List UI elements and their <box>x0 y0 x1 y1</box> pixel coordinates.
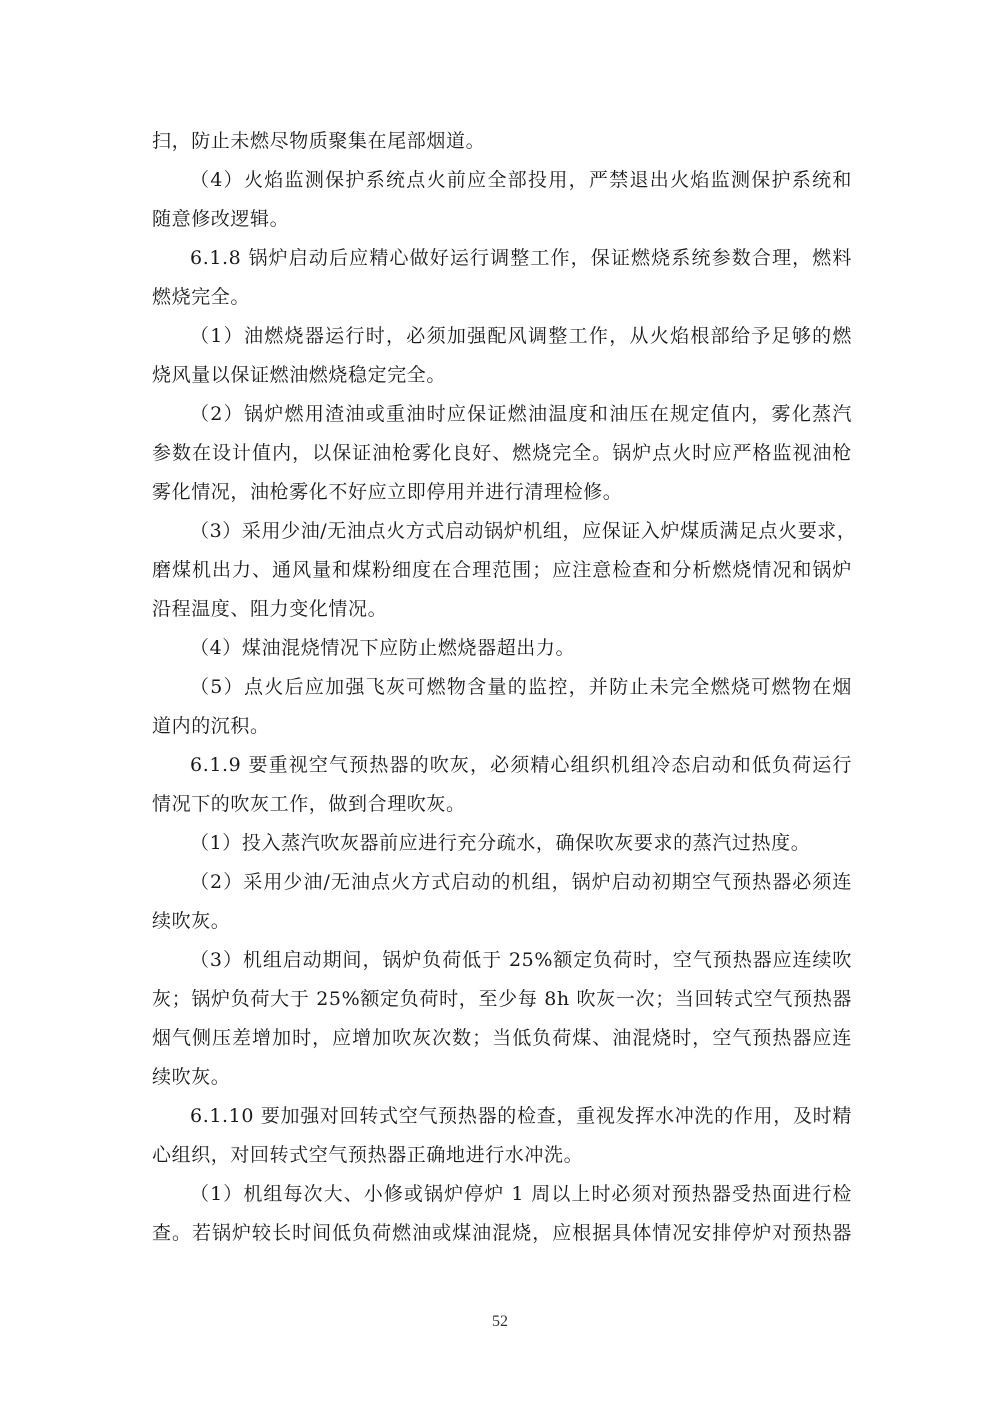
text-line: 情况下的吹灰工作，做到合理吹灰。 <box>152 793 466 815</box>
text-line: （1）油燃烧器运行时，必须加强配风调整工作，从火焰根部给予足够的燃 <box>190 325 852 347</box>
text-line: 6.1.9 要重视空气预热器的吹灰，必须精心组织机组冷态启动和低负荷运行 <box>190 754 852 776</box>
text-line: （3）采用少油/无油点火方式启动锅炉机组，应保证入炉煤质满足点火要求， <box>190 520 857 542</box>
page-number: 52 <box>492 1313 508 1330</box>
text-line: 道内的沉积。 <box>152 715 270 737</box>
text-line: 燃烧完全。 <box>152 286 251 308</box>
text-line: 沿程温度、阻力变化情况。 <box>152 598 388 620</box>
text-line: 续吹灰。 <box>152 1066 231 1088</box>
text-line: （1）投入蒸汽吹灰器前应进行充分疏水，确保吹灰要求的蒸汽过热度。 <box>190 832 811 854</box>
text-line: 烧风量以保证燃油燃烧稳定完全。 <box>152 364 447 386</box>
text-line: 灰；锅炉负荷大于 25%额定负荷时，至少每 8h 吹灰一次；当回转式空气预热器 <box>152 988 852 1010</box>
text-line: 雾化情况，油枪雾化不好应立即停用并进行清理检修。 <box>152 481 623 503</box>
text-line: 随意修改逻辑。 <box>152 208 290 230</box>
text-line: （2）采用少油/无油点火方式启动的机组，锅炉启动初期空气预热器必须连 <box>190 871 852 893</box>
text-line: （5）点火后应加强飞灰可燃物含量的监控，并防止未完全燃烧可燃物在烟 <box>190 676 852 698</box>
text-line: （2）锅炉燃用渣油或重油时应保证燃油温度和油压在规定值内，雾化蒸汽 <box>190 403 852 425</box>
text-line: 查。若锅炉较长时间低负荷燃油或煤油混烧，应根据具体情况安排停炉对预热器 <box>152 1222 852 1244</box>
text-line: 烟气侧压差增加时，应增加吹灰次数；当低负荷煤、油混烧时，空气预热器应连 <box>152 1027 852 1049</box>
text-line: 参数在设计值内，以保证油枪雾化良好、燃烧完全。锅炉点火时应严格监视油枪 <box>152 442 852 464</box>
text-line: （4）煤油混烧情况下应防止燃烧器超出力。 <box>190 637 576 659</box>
text-line: 6.1.8 锅炉启动后应精心做好运行调整工作，保证燃烧系统参数合理，燃料 <box>190 247 852 269</box>
text-line: （3）机组启动期间，锅炉负荷低于 25%额定负荷时，空气预热器应连续吹 <box>190 949 852 971</box>
text-line: 心组织，对回转式空气预热器正确地进行水冲洗。 <box>152 1144 584 1166</box>
text-line: （1）机组每次大、小修或锅炉停炉 1 周以上时必须对预热器受热面进行检 <box>190 1183 852 1205</box>
text-line: 续吹灰。 <box>152 910 231 932</box>
text-line: （4）火焰监测保护系统点火前应全部投用，严禁退出火焰监测保护系统和 <box>190 169 852 191</box>
text-line: 扫，防止未燃尽物质聚集在尾部烟道。 <box>152 130 486 152</box>
text-line: 6.1.10 要加强对回转式空气预热器的检查，重视发挥水冲洗的作用，及时精 <box>190 1105 852 1127</box>
text-line: 磨煤机出力、通风量和煤粉细度在合理范围；应注意检查和分析燃烧情况和锅炉 <box>152 559 852 581</box>
